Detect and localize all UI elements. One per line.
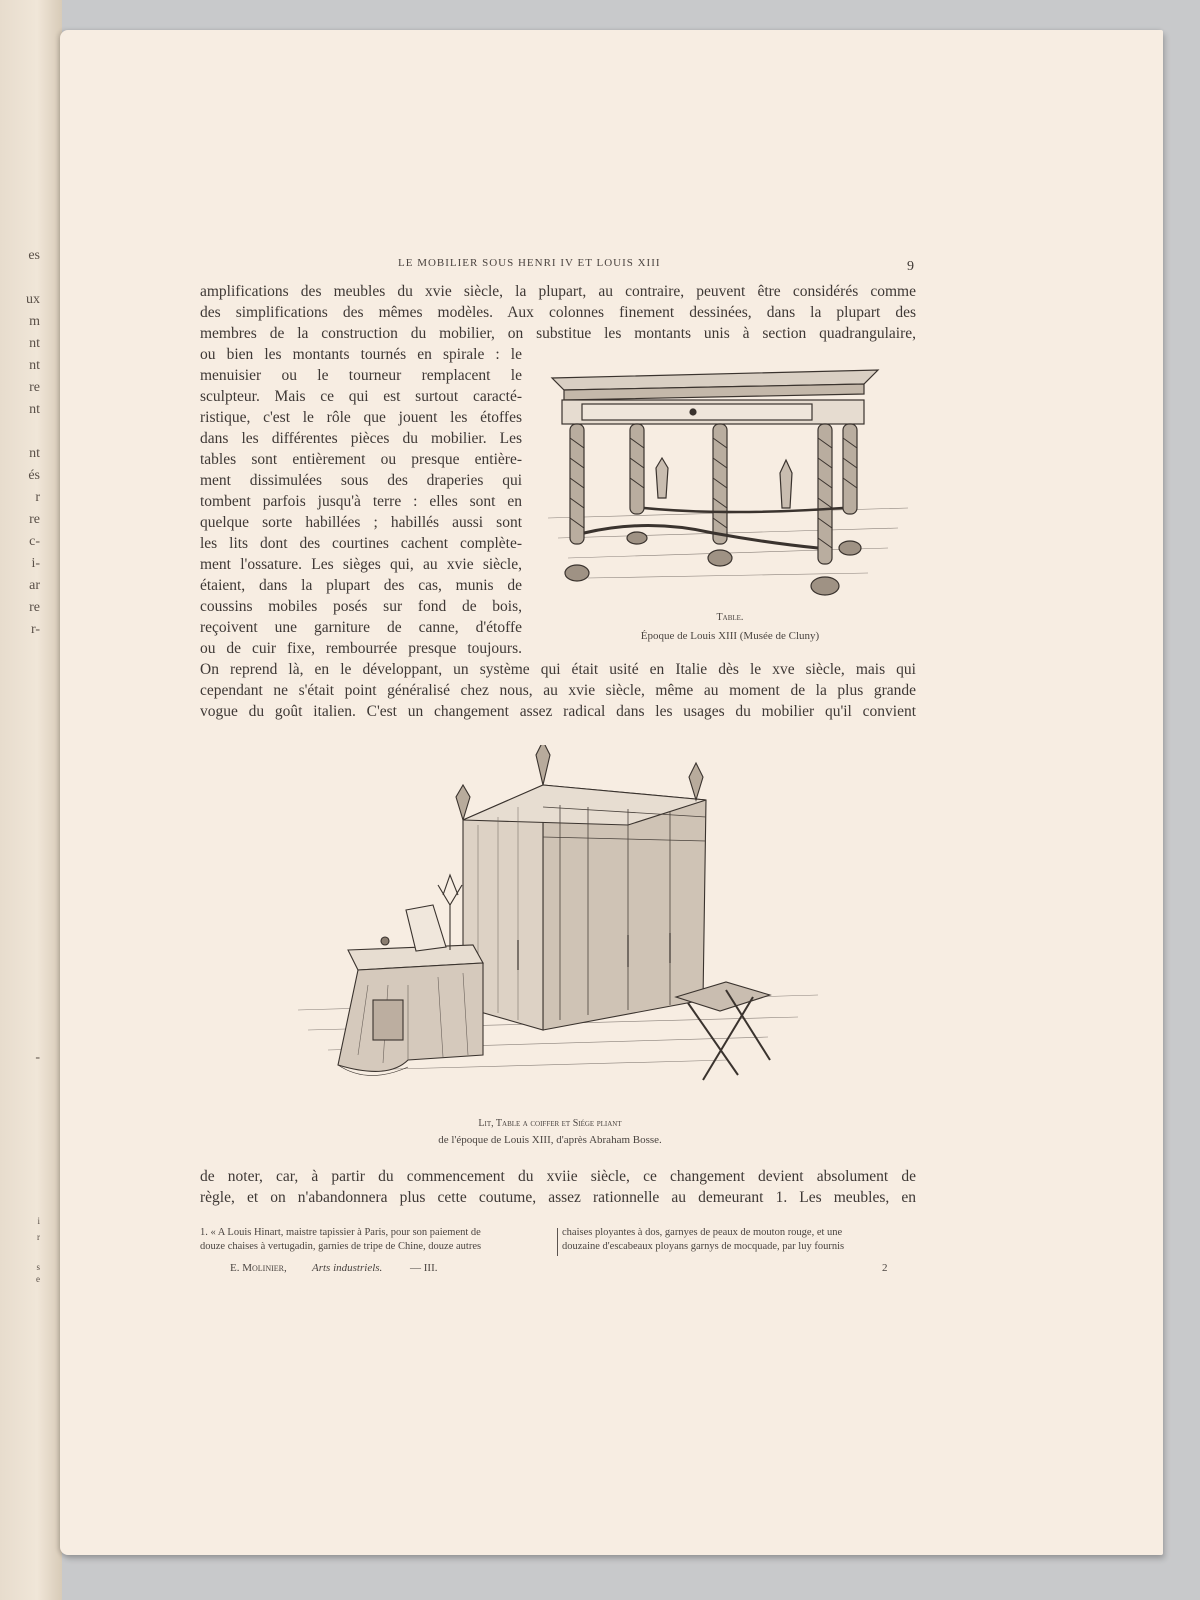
text-line: vogue du goût italien. C'est un changement assez radical dans les usages du mobilier qu'il convient [200, 703, 916, 720]
text-line: ou bien les montants tournés en spirale : le [200, 346, 522, 363]
text-line: tables sont entièrement ou presque entière- [200, 451, 522, 468]
left-page-fragment: nt [29, 358, 40, 373]
left-page-fragment: re [29, 380, 40, 395]
signature-volume: — III. [410, 1262, 438, 1274]
left-page-mark: r [37, 1232, 40, 1242]
left-page-fragment: ar [29, 578, 40, 593]
left-page-fragment: nt [29, 336, 40, 351]
footnote-left-line: 1. « A Louis Hinart, maistre tapissier à Paris, pour son paiement de [200, 1227, 481, 1238]
text-line: étaient, dans la plupart des cas, munis de [200, 577, 522, 594]
footnote-left-line: douze chaises à vertugadin, garnies de tripe de Chine, douze autres [200, 1241, 482, 1252]
figure1-caption-title: Table. [716, 612, 744, 623]
text-line: menuisier ou le tourneur remplacent le [200, 367, 522, 384]
sheet-number: 2 [882, 1262, 888, 1274]
text-line: de noter, car, à partir du commencement du xviie siècle, ce changement devient absolument de [200, 1168, 916, 1185]
text-line: reçoivent une garniture de canne, d'étoffe [200, 619, 522, 636]
left-page-mark: i [37, 1216, 40, 1226]
text-line: règle, et on n'abandonnera plus cette coutume, assez rationnelle au demeurant 1. Les meubles, en [200, 1189, 916, 1206]
left-page-fragment: r- [30, 622, 40, 637]
left-page-fragment: ux [26, 292, 40, 307]
footnote-separator [557, 1228, 558, 1256]
table-engraving [548, 368, 918, 613]
figure1-caption-sub: Époque de Louis XIII (Musée de Cluny) [640, 630, 820, 642]
text-line: On reprend là, en le développant, un système qui était usité en Italie dès le xve siècle, mais qui [200, 661, 916, 678]
left-page-fragment: re [29, 600, 40, 615]
text-line: cependant ne s'était point généralisé chez nous, au xvie siècle, même au moment de la plus grande [200, 682, 916, 699]
text-line: tombent parfois jusqu'à terre : elles sont en [200, 493, 522, 510]
left-page-mark: s [36, 1262, 40, 1272]
page-number: 9 [907, 259, 914, 274]
left-page-mark: e [36, 1274, 40, 1284]
text-line: membres de la construction du mobilier, on substitue les montants unis à section quadrangulaire, [200, 325, 916, 342]
left-page-edge [0, 0, 62, 1600]
left-page-fragment: és [28, 468, 40, 483]
left-page-fragment: i- [31, 556, 40, 571]
left-page-fragment: r [35, 490, 40, 505]
text-line: ment dissimulées sous des draperies qui [200, 472, 522, 489]
footnote-right-line: chaises ployantes à dos, garnyes de peaux de mouton rouge, et une [562, 1227, 843, 1238]
text-line: dans les différentes pièces du mobilier. Les [200, 430, 522, 447]
text-line: des simplifications des mêmes modèles. Aux colonnes finement dessinées, dans la plupart des [200, 304, 916, 321]
text-line: sculpteur. Mais ce qui est surtout caracté- [200, 388, 522, 405]
text-line: ment l'ossature. Les sièges qui, au xvie siècle, [200, 556, 522, 573]
left-page-fragment: nt [29, 402, 40, 417]
left-page-fragment: c- [29, 534, 40, 549]
text-line: ristique, c'est le rôle que jouent les étoffes [200, 409, 522, 426]
left-page-fragment: - [35, 1050, 40, 1065]
running-title: LE MOBILIER SOUS HENRI IV ET LOUIS XIII [398, 257, 661, 269]
figure2-caption-title: Lit, Table a coiffer et Siége pliant [478, 1118, 622, 1129]
left-page-fragment: es [28, 248, 40, 263]
left-page-fragment: re [29, 512, 40, 527]
figure2-caption-sub: de l'époque de Louis XIII, d'après Abraham Bosse. [438, 1134, 662, 1146]
left-page-fragment: m [29, 314, 40, 329]
signature-work: Arts industriels. [312, 1262, 383, 1274]
text-line: les lits dont des courtines cachent complète- [200, 535, 522, 552]
bed-scene-engraving [298, 745, 818, 1115]
signature-author: E. Molinier, [230, 1262, 287, 1274]
text-line: coussins mobiles posés sur fond de bois, [200, 598, 522, 615]
left-page-fragment: nt [29, 446, 40, 461]
text-line: quelque sorte habillées ; habillés aussi sont [200, 514, 522, 531]
footnote-right-line: douzaine d'escabeaux ployans garnys de mocquade, par luy fournis [562, 1241, 845, 1252]
text-line: amplifications des meubles du xvie siècle, la plupart, au contraire, peuvent être considérés comme [200, 283, 916, 300]
text-line: ou de cuir fixe, rembourrée presque toujours. [200, 640, 522, 657]
